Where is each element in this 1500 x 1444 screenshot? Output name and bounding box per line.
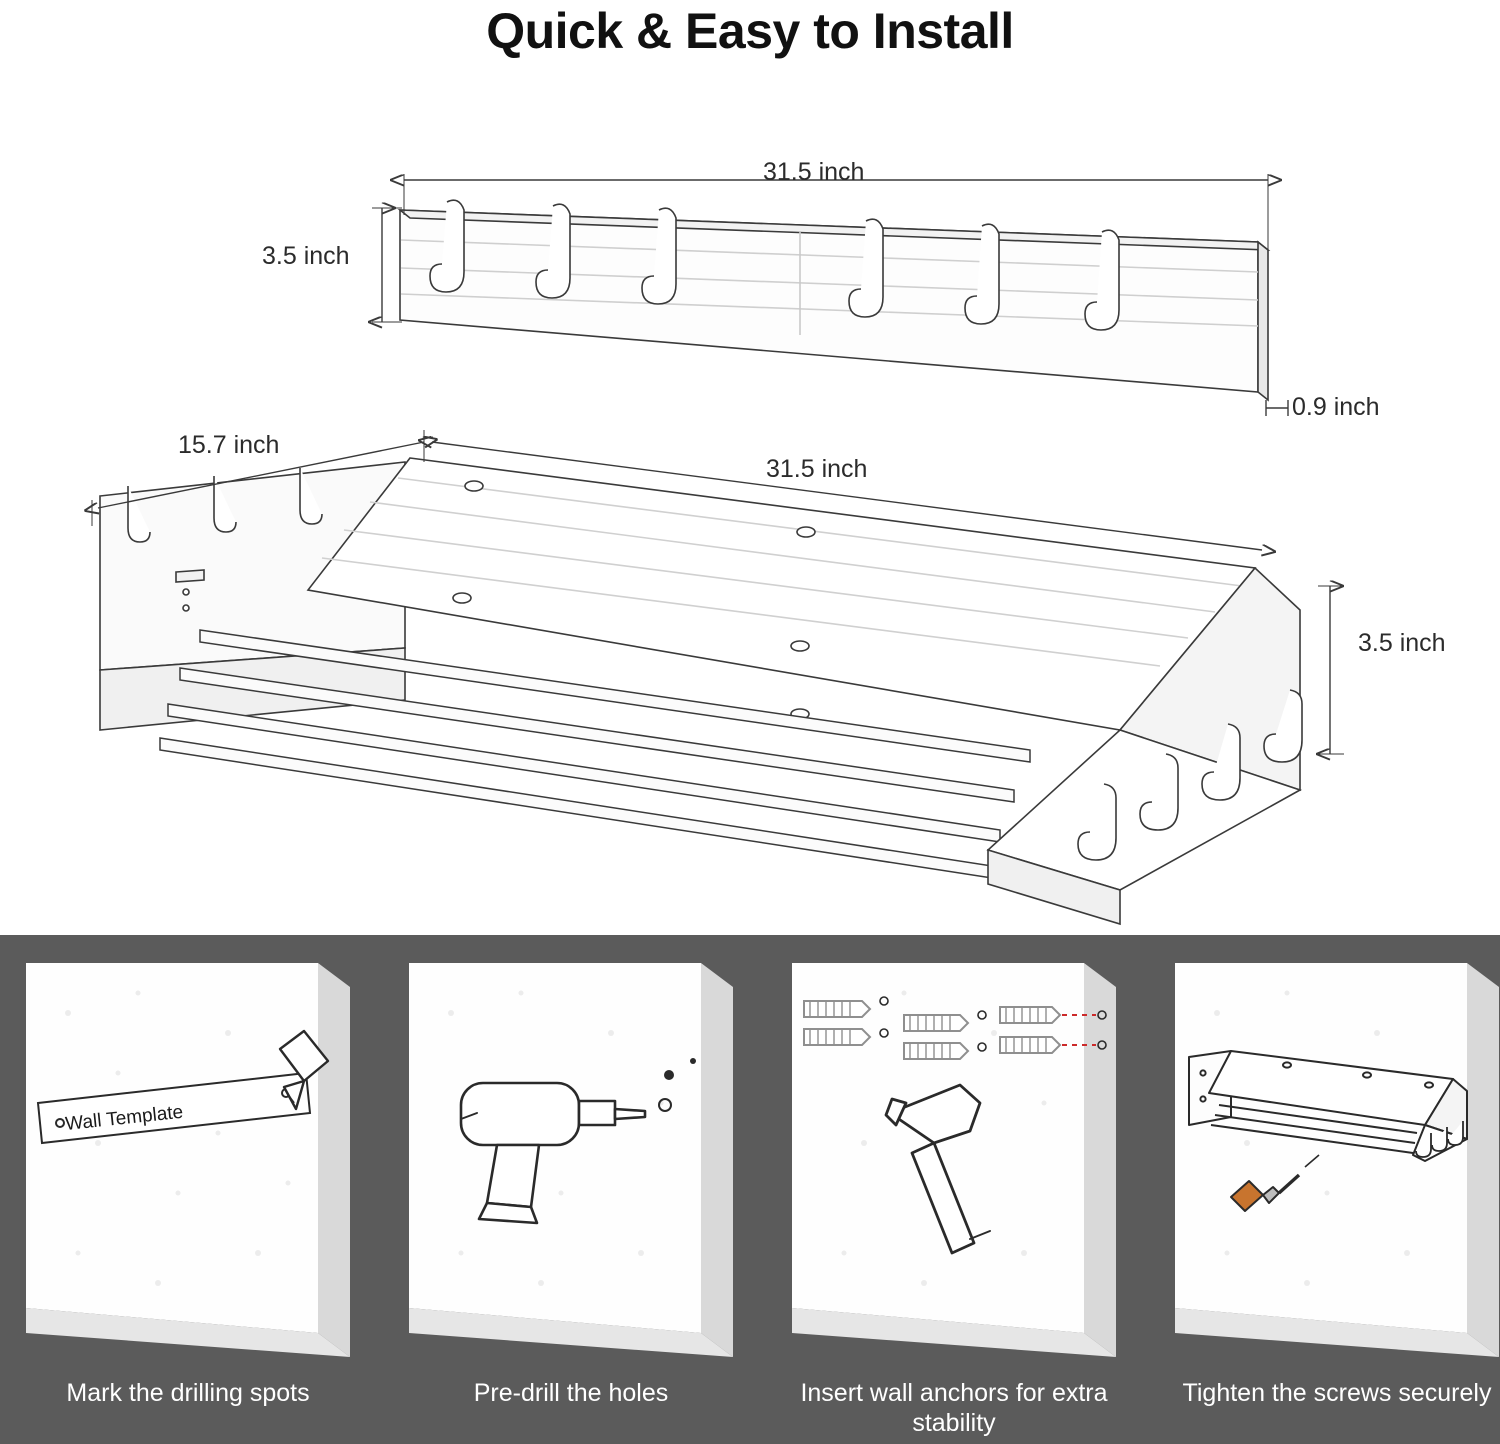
top-view-height-label: 3.5 inch	[262, 242, 350, 270]
step-4	[1142, 935, 1500, 1444]
step-4-caption: Tighten the screws securely	[1182, 1379, 1492, 1407]
product-diagram-svg	[0, 90, 1500, 935]
perspective-depth-label: 15.7 inch	[178, 431, 280, 459]
step-3-caption: Insert wall anchors for extra stability	[800, 1379, 1108, 1437]
step-2-caption: Pre-drill the holes	[473, 1379, 669, 1407]
wall-template-text: Wall Template	[64, 1101, 185, 1135]
perspective-height-label: 3.5 inch	[1358, 629, 1446, 657]
perspective-width-label: 31.5 inch	[766, 455, 868, 483]
product-diagram	[0, 90, 1500, 935]
step-2-illustration	[401, 953, 741, 1368]
extended-rack-illustration	[100, 458, 1302, 924]
step-3-illustration	[784, 953, 1124, 1368]
step-4-illustration	[1167, 953, 1500, 1368]
step-2	[376, 935, 759, 1444]
step-1-illustration	[18, 953, 358, 1368]
step-1-caption: Mark the drilling spots	[66, 1379, 310, 1407]
step-3	[759, 935, 1142, 1444]
top-view-depth-label: 0.9 inch	[1292, 393, 1380, 421]
page-title: Quick & Easy to Install	[486, 3, 1014, 59]
top-view-width-label: 31.5 inch	[763, 158, 865, 186]
installation-steps	[0, 935, 1500, 1444]
step-1	[0, 935, 376, 1444]
folded-rack-illustration	[400, 200, 1268, 400]
